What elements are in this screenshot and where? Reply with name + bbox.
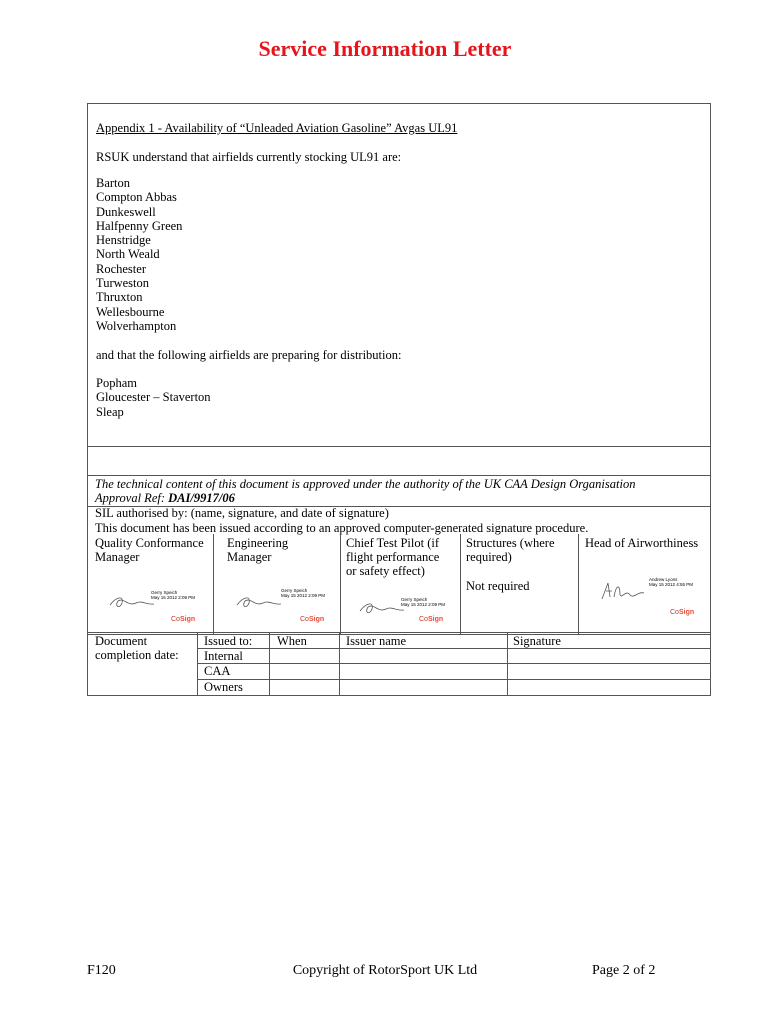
- appendix-box: [87, 103, 711, 447]
- list-item: Rochester: [96, 261, 146, 276]
- form-number: F120: [87, 963, 116, 978]
- signature-stamp: Gerry Speich May 15 2012 2:08 PM: [151, 590, 196, 600]
- appendix-heading: Appendix 1 - Availability of “Unleaded Aviation Gasoline” Avgas UL91: [96, 121, 458, 135]
- signatory-role: Chief Test Pilot (if flight performance or safety effect): [346, 536, 440, 578]
- list-item: Sleap: [96, 404, 124, 419]
- list-item: Halfpenny Green: [96, 218, 183, 233]
- list-item: Gloucester – Staverton: [96, 390, 211, 405]
- signatory-role: Head of Airworthiness: [585, 536, 699, 550]
- preparing-list: [96, 376, 211, 419]
- handwritten-signature: [106, 591, 166, 613]
- list-item: Popham: [96, 376, 137, 390]
- approval-box: [87, 475, 711, 635]
- handwritten-signature: [598, 579, 648, 605]
- list-item: Turweston: [96, 276, 150, 291]
- column-header: When: [277, 634, 307, 648]
- divider: [269, 633, 270, 695]
- list-item: North Weald: [96, 247, 160, 262]
- page-title: Service Information Letter: [258, 36, 512, 61]
- approval-statement: The technical content of this document is approved under the authority of the UK CAA Design Organisation Approval Ref: DAI/9917/06: [95, 477, 636, 505]
- preparing-intro: and that the following airfields are preparing for distribution:: [96, 348, 402, 362]
- list-item: Dunkeswell: [96, 204, 156, 219]
- divider: [197, 679, 710, 680]
- column-header: Signature: [513, 634, 561, 648]
- distribution-table: [87, 632, 711, 696]
- cosign-logo: CoSign: [171, 616, 196, 623]
- page-number: Page 2 of 2: [592, 963, 656, 978]
- stocking-intro: RSUK understand that airfields currently stocking UL91 are:: [96, 150, 402, 164]
- completion-date-label: Document completion date:: [95, 634, 179, 662]
- list-item: Wolverhampton: [96, 318, 177, 333]
- signature-stamp: Gerry Speich May 15 2012 2:09 PM: [281, 588, 326, 598]
- spacer-row: [87, 446, 711, 476]
- divider: [460, 534, 461, 634]
- issued-note: This document has been issued according to an approved computer-generated signature procedure.: [95, 521, 589, 535]
- list-item: Thruxton: [96, 290, 143, 305]
- list-item: Wellesbourne: [96, 304, 165, 319]
- not-required-note: Not required: [466, 579, 530, 593]
- divider: [340, 534, 341, 634]
- divider: [507, 633, 508, 695]
- divider: [578, 534, 579, 634]
- handwritten-signature: [233, 591, 293, 613]
- divider: [197, 648, 710, 649]
- column-header: Issued to:: [204, 634, 253, 648]
- signature-stamp: Gerry Speich May 15 2012 2:09 PM: [401, 597, 446, 607]
- list-item: Compton Abbas: [96, 190, 177, 205]
- handwritten-signature: [356, 597, 416, 619]
- signatory-role: Quality Conformance Manager: [95, 536, 204, 564]
- column-header: Issuer name: [346, 634, 407, 648]
- stocking-list: [96, 176, 182, 333]
- cosign-logo: CoSign: [300, 616, 325, 623]
- list-item: Barton: [96, 176, 131, 190]
- signature-stamp: Andrew Lyons May 15 2012 4:55 PM: [649, 577, 694, 587]
- approval-ref: DAI/9917/06: [168, 491, 235, 505]
- table-row: CAA: [204, 664, 231, 678]
- copyright: Copyright of RotorSport UK Ltd: [292, 963, 478, 978]
- signatory-role: Structures (where required): [466, 536, 555, 564]
- divider: [197, 633, 198, 695]
- cosign-logo: CoSign: [670, 609, 695, 616]
- divider: [213, 534, 214, 634]
- cosign-logo: CoSign: [419, 616, 444, 623]
- signatory-role: Engineering Manager: [227, 536, 289, 564]
- table-row: Owners: [204, 680, 243, 694]
- table-row: Internal: [204, 649, 243, 663]
- authorised-by: SIL authorised by: (name, signature, and date of signature): [95, 506, 389, 520]
- list-item: Henstridge: [96, 233, 151, 248]
- divider: [197, 663, 710, 664]
- divider: [339, 633, 340, 695]
